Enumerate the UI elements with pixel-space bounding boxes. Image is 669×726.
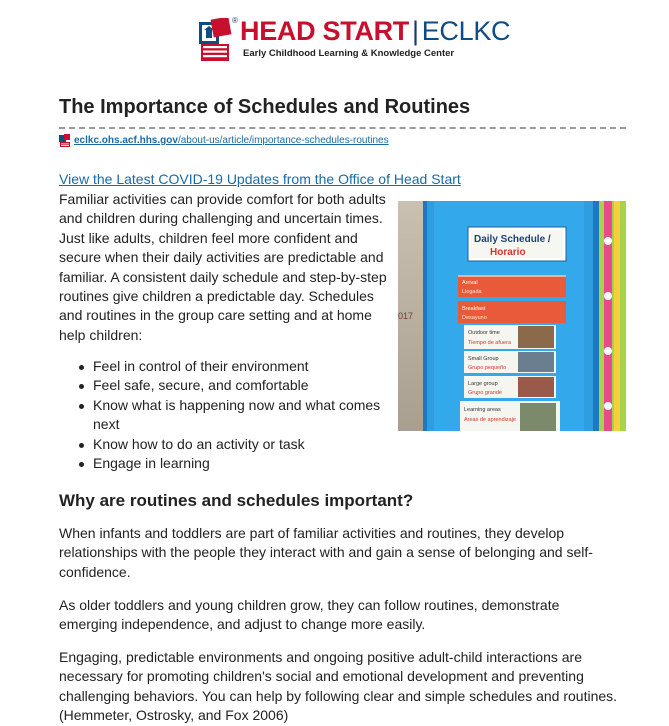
card-en: Large group	[468, 381, 498, 387]
benefits-list	[59, 357, 389, 473]
card-es: Desayuno	[462, 315, 487, 321]
wall-number: 017	[398, 311, 414, 321]
chart-title-en: Daily Schedule /	[474, 234, 551, 245]
card-en: Breakfast	[462, 306, 486, 312]
logo-title[interactable]	[240, 16, 510, 47]
body-paragraph: When infants and toddlers are part of familiar activities and routines, they develop relationships with the people they interact with and gain a sense of belonging and self-confidence.	[59, 525, 593, 580]
article-url-link[interactable]	[74, 135, 389, 146]
section-heading: Why are routines and schedules important?	[59, 491, 414, 510]
body-paragraph: Engaging, predictable environments and ongoing positive adult-child interactions are necessary for promoting children's social and emotional development and preventing challenging behaviors. You can help by following clear and simple schedules and routines. (Hemmeter, Ostrosky, and Fox 2006)	[59, 649, 618, 724]
card-en: Small Group	[468, 356, 499, 362]
intro-paragraph: Familiar activities can provide comfort for both adults and children during challenging and uncertain times. Just like adults, children feel more confident and secure when their daily activities are predictable and familiar. A consistent daily schedule and step-by-step routines give children a predictable day. Schedules and routines in the group care setting and at home help children:	[59, 191, 387, 343]
list-item: Know how to do an activity or task	[93, 435, 389, 454]
list-item: Know what is happening now and what comes next	[93, 396, 389, 435]
url-path: /about-us/article/importance-schedules-routines	[177, 135, 389, 147]
card-en: Learning areas	[464, 407, 501, 413]
daily-schedule-photo	[398, 201, 626, 431]
article-url	[59, 134, 389, 147]
card-es: Llegada	[462, 289, 482, 295]
list-item: Engage in learning	[93, 454, 389, 473]
head-start-small-logo-icon	[59, 134, 71, 147]
logo-subtitle: Early Childhood Learning & Knowledge Center	[243, 48, 455, 59]
covid-updates-link[interactable]: View the Latest COVID-19 Updates from the Office of Head Start	[59, 171, 461, 187]
url-domain: eclkc.ohs.acf.hhs.gov	[74, 135, 178, 147]
head-start-blocks-logo-icon[interactable]	[198, 18, 232, 62]
body-paragraph: As older toddlers and young children grow, they can follow routines, demonstrate emerging independence, and adjust to change more easily.	[59, 597, 560, 633]
registered-mark: ®	[232, 16, 238, 25]
page-title: The Importance of Schedules and Routines	[59, 96, 471, 118]
card-en: Outdoor time	[468, 330, 500, 336]
card-es: Grupo pequeño	[468, 365, 507, 371]
card-es: Areas de aprendizaje	[464, 417, 516, 423]
card-es: Tiempo de afuera	[468, 340, 511, 346]
logo-eclkc-text: ECLKC	[421, 16, 511, 46]
chart-title-es: Horario	[490, 247, 526, 258]
logo-separator: |	[412, 16, 419, 46]
list-item: Feel safe, secure, and comfortable	[93, 376, 389, 395]
card-en: Arrival	[462, 280, 478, 286]
list-item: Feel in control of their environment	[93, 357, 389, 376]
title-divider	[59, 127, 626, 129]
logo-head-start-text: HEAD START	[240, 16, 409, 46]
site-header	[0, 14, 669, 70]
card-es: Grupo grande	[468, 390, 502, 396]
